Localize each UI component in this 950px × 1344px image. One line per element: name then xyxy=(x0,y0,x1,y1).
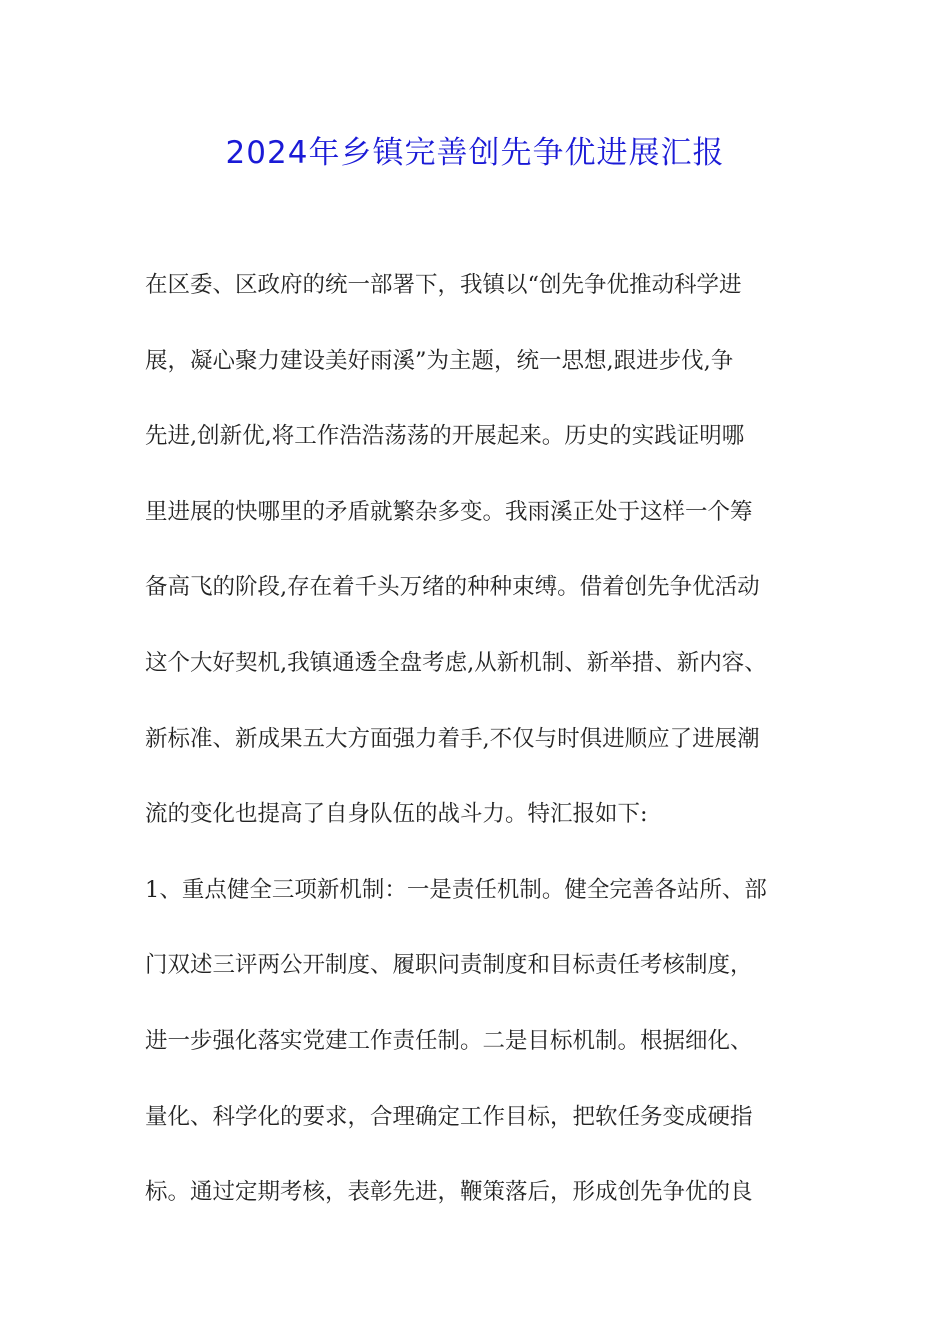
paragraph-line: 在区委、区政府的统一部署下，我镇以“创先争优推动科学进 xyxy=(145,272,742,298)
paragraph-line: 1、重点健全三项新机制：一是责任机制。健全完善各站所、部 xyxy=(145,876,767,903)
paragraph-line: 量化、科学化的要求，合理确定工作目标，把软任务变成硬指 xyxy=(145,1103,753,1130)
paragraph-line: 备高飞的阶段,存在着千头万绪的种种束缚。借着创先争优活动 xyxy=(145,574,760,601)
paragraph-line: 标。通过定期考核，表彰先进，鞭策落后，形成创先争优的良 xyxy=(145,1179,753,1206)
document-title: 2024年乡镇完善创先争优进展汇报 xyxy=(225,135,725,171)
document-body xyxy=(145,266,845,1249)
paragraph-line: 这个大好契机,我镇通透全盘考虑,从新机制、新举措、新内容、 xyxy=(145,649,767,676)
paragraph-line: 展，凝心聚力建设美好雨溪”为主题，统一思想,跟进步伐,争 xyxy=(145,347,734,374)
paragraph-line: 先进,创新优,将工作浩浩荡荡的开展起来。历史的实践证明哪 xyxy=(145,423,745,450)
paragraph-line: 流的变化也提高了自身队伍的战斗力。特汇报如下: xyxy=(145,801,648,828)
paragraph-line: 里进展的快哪里的矛盾就繁杂多变。我雨溪正处于这样一个筹 xyxy=(145,498,753,525)
paragraph-line: 新标准、新成果五大方面强力着手,不仅与时俱进顺应了进展潮 xyxy=(145,725,760,752)
paragraph-line: 门双述三评两公开制度、履职问责制度和目标责任考核制度， xyxy=(145,952,753,979)
paragraph-line: 进一步强化落实党建工作责任制。二是目标机制。根据细化、 xyxy=(145,1027,753,1054)
